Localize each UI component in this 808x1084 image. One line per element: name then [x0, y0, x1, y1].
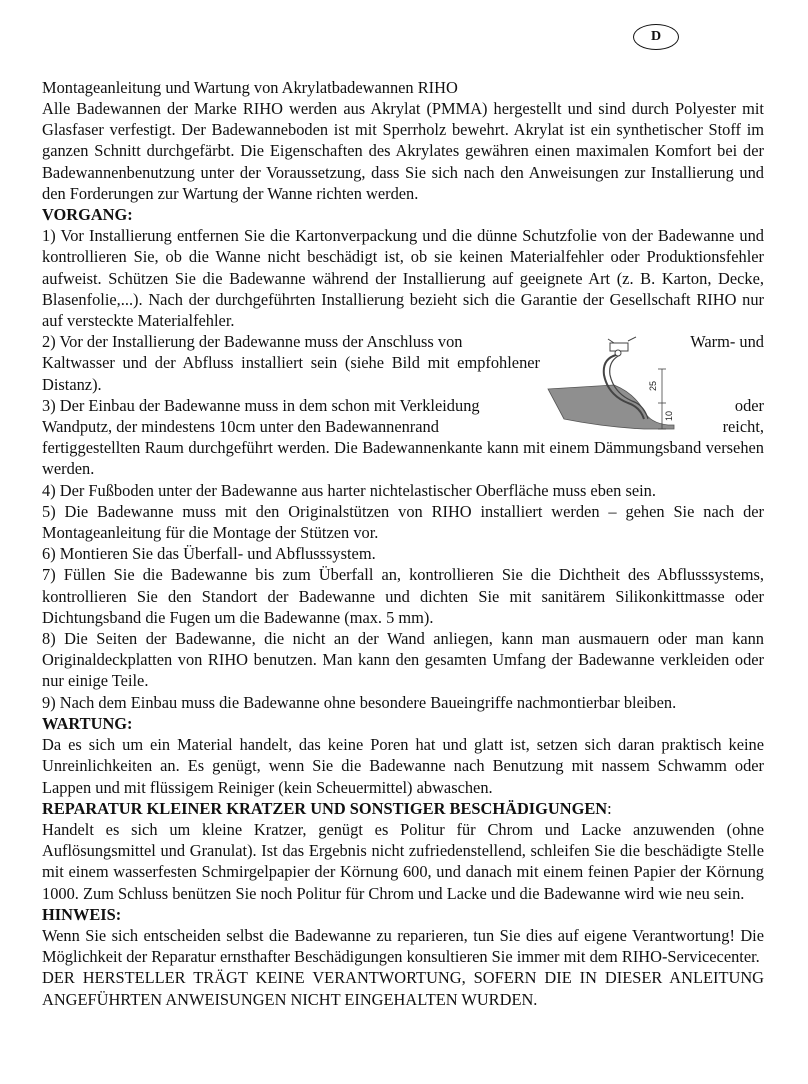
- heading-hinweis: HINWEIS:: [42, 904, 122, 924]
- heading-reparatur-row: REPARATUR KLEINER KRATZER UND SONSTIGER BESCHÄDIGUNGEN:: [42, 798, 612, 818]
- intro-paragraph: Alle Badewannen der Marke RIHO werden aus Akrylat (PMMA) hergestellt und sind durch Polyester mit Glasfaser verfestigt. Der Badewanneboden ist mit Sperrholz bewehrt. Akrylat ist ein synthetischer Stoff im ganzen Schnitt durchgefärbt. Die Eigenschaften des Akrylates gewähren einen maximalen Komfort bei der Badewannenbenutzung unter der Voraussetzung, dass Sie sich nach den Anweisungen zur Installierung und den Forderungen zur Wartung der Wanne richten werden.: [42, 99, 764, 203]
- step-3-rest: fertiggestellten Raum durchgeführt werden. Die Badewannenkante kann mit einem Dämmungsband versehen werden.: [42, 438, 764, 479]
- language-badge: D: [633, 24, 679, 50]
- heading-reparatur: REPARATUR KLEINER KRATZER UND SONSTIGER BESCHÄDIGUNGEN: [42, 798, 608, 818]
- document-body: [42, 98, 764, 1010]
- step-3-line-2: Wandputz, der mindestens 10cm unter den Badewannenrand reicht,: [42, 417, 764, 437]
- reparatur-paragraph: Handelt es sich um kleine Kratzer, genügt es Politur für Chrom und Lacke anzuwenden (ohne Auflösungsmittel und Granulat). Ist das Ergebnis nicht zufriedenstellend, schleifen Sie die beschädigte Stelle mit einem wasserfesten Schmirgelpapier der Körnung 600, und danach mit einem feinen Papier der Körnung 1000. Zum Schluss benützen Sie noch Politur für Chrom und Lacke und die Badewanne wird wie neu sein.: [42, 819, 764, 903]
- dimension-label-25: 25: [648, 381, 658, 392]
- step-7: 7) Füllen Sie die Badewanne bis zum Überfall an, kontrollieren Sie die Dichtheit des Abflusssystems, kontrollieren Sie den Standort der Badewanne und dichten Sie mit sanitärem Silikonkittmasse oder Dichtungsband die Fugen um die Badewanne (max. 5 mm).: [42, 565, 764, 627]
- heading-wartung: WARTUNG:: [42, 713, 133, 733]
- steps-with-figure: [42, 331, 764, 437]
- step-2-rest: Kaltwasser und der Abfluss installiert sein (siehe Bild mit empfohlener Distanz).: [42, 353, 540, 394]
- dimension-label-10: 10: [664, 411, 674, 422]
- step-5: 5) Die Badewanne muss mit den Originalstützen von RIHO installiert werden – gehen Sie nach der Montageanleitung für die Montage der Stützen vor.: [42, 501, 764, 543]
- step-4: 4) Der Fußboden unter der Badewanne aus harter nichtelastischer Oberfläche muss eben sein.: [42, 480, 656, 500]
- step-6: 6) Montieren Sie das Überfall- und Abflusssystem.: [42, 544, 376, 564]
- heading-vorgang: VORGANG:: [42, 205, 133, 225]
- installation-figure: [544, 333, 684, 433]
- step-1: 1) Vor Installierung entfernen Sie die Kartonverpackung und die dünne Schutzfolie von der Badewanne und kontrollieren Sie, ob die Wanne nicht beschädigt ist, ob sie keinen Materialfehler oder Produktionsfehler aufweist. Schützen Sie die Badewanne während der Installierung auf geeignete Art (z. B. Karton, Decke, Blasenfolie,...). Nach der durchgeführten Installierung bezieht sich die Garantie der Gesellschaft RIHO nur auf versteckte Materialfehler.: [42, 226, 764, 331]
- step-2-line-1: 2) Vor der Installierung der Badewanne muss der Anschluss von Warm- und: [42, 332, 764, 352]
- step-8: 8) Die Seiten der Badewanne, die nicht an der Wand anliegen, kann man ausmauern oder man kann Originaldeckplatten von RIHO benutzen. Man kann den gesamten Umfang der Badewanne verkleiden oder nur einige Teile.: [42, 629, 764, 691]
- step-3-line-1: 3) Der Einbau der Badewanne muss in dem schon mit Verkleidung oder: [42, 395, 764, 415]
- disclaimer: DER HERSTELLER TRÄGT KEINE VERANTWORTUNG, SOFERN DIE IN DIESER ANLEITUNG ANGEFÜHRTEN ANWEISUNGEN NICHT EINGEHALTEN WURDEN.: [42, 968, 764, 1009]
- wartung-paragraph: Da es sich um ein Material handelt, das keine Poren hat und glatt ist, setzen sich daran praktisch keine Unreinlichkeiten an. Es genügt, wenn Sie die Badewanne nach Benutzung mit nassem Schwamm oder Lappen und mit flüssigem Reiniger (kein Scheuermittel) abwaschen.: [42, 735, 764, 797]
- document-title: Montageanleitung und Wartung von Akrylatbadewannen RIHO: [42, 78, 458, 97]
- step-9: 9) Nach dem Einbau muss die Badewanne ohne besondere Baueingriffe nachmontierbar bleiben.: [42, 692, 677, 712]
- hinweis-paragraph: Wenn Sie sich entscheiden selbst die Badewanne zu reparieren, tun Sie dies auf eigene Verantwortung! Die Möglichkeit der Reparatur ernsthafter Beschädigungen konsultieren Sie immer mit dem RIHO-Servicecenter.: [42, 925, 764, 967]
